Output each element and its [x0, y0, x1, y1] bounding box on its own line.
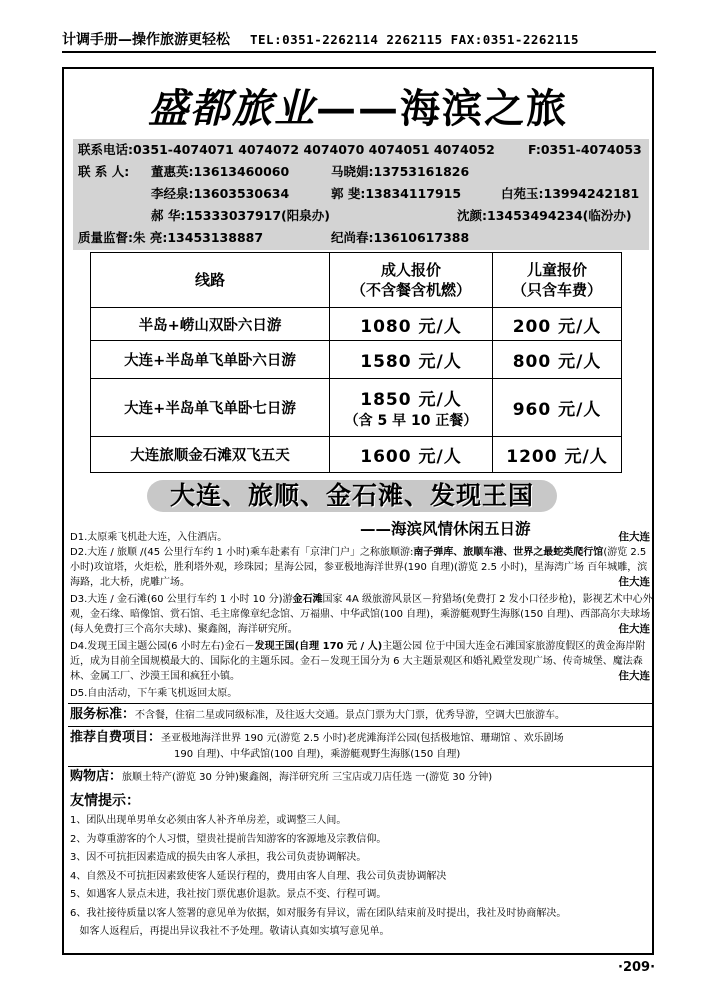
self-pay-items: 推荐自费项目：圣亚极地海洋世界 190 元(游览 2.5 小时)老虎滩海洋公园(包括极地馆、珊瑚馆 、欢乐剧场 190 自理)、中华武馆(100 自理)，乘游艇观野生海豚(150 自理) — [70, 730, 564, 760]
phone-numbers: 0351-4074071 4074072 4074070 4074051 4074052 — [133, 142, 495, 157]
contact-person: 沈颜:13453494234(临汾办) — [457, 208, 632, 223]
title-brand: 盛都旅业 — [148, 85, 316, 132]
contact-person: 董惠英:13613460060 — [151, 164, 290, 179]
route-subtitle: ——海滨风情休闲五日游 — [360, 520, 531, 538]
tip-item: 1、团队出现单男单女必须由客人补齐单房差，或调整三人间。 — [70, 815, 347, 826]
shopping: 购物店：旅顺土特产(游览 30 分钟)聚鑫阁，海洋研究所 三宝店或刀店任选 一(游览 30 分钟) — [70, 769, 493, 784]
header-child: 儿童报价 （只含车费） — [493, 253, 622, 308]
running-header — [62, 29, 656, 53]
tip-item: 3、因不可抗拒因素造成的损失由客人承担，我公司负责协调解决。 — [70, 852, 367, 863]
page-title — [64, 77, 652, 134]
itinerary-day-2: D2.大连 / 旅顺 /(45 公里行车约 1 小时)乘车赴素有「京津门户」之称旅顺游:南子弹库、旅顺车港、世界之最蛇类爬行馆(游览 2.5 小时)攻谊塔，火炬松，胜利塔外观，珍珠园；星海公园，参亚极地海洋世界(190 自理)(游览 2.5 小时)，星海湾广场 百年城雕，滨海路，北大桥，虎雕广场。 住大连 — [70, 547, 650, 588]
route-banner: 大连、旅顺、金石滩、发现王国 — [147, 480, 557, 512]
contact-block — [73, 139, 649, 250]
divider — [68, 766, 654, 767]
tips-title: 友情提示： — [70, 793, 140, 809]
tip-item: 如客人返程后，再提出异议我社不予处理。敬请认真如实填写意见单。 — [70, 926, 390, 937]
page-number: ·209· — [618, 960, 656, 975]
contact-person-label: 联 系 人: — [78, 164, 130, 179]
price-table-header — [91, 253, 622, 308]
tip-item: 2、为尊重游客的个人习惯，望贵社提前告知游客的客源地及宗教信仰。 — [70, 833, 387, 845]
table-row: 半岛+崂山双卧六日游 1080 元/人 200 元/人 — [91, 308, 622, 341]
price-table — [90, 252, 622, 473]
divider — [68, 726, 654, 727]
tip-item: 5、如遇客人景点未进，我社按门票优惠价退款。景点不变、行程可调。 — [70, 889, 387, 900]
quality-supervisor: 质量监督:朱 亮:13453138887 — [78, 230, 264, 245]
header-adult: 成人报价 （不含餐含机燃） — [330, 253, 493, 308]
itinerary-day-5: D5.自由活动，下午乘飞机返回太原。 — [70, 688, 238, 699]
header-slogan: 计调手册—操作旅游更轻松 — [62, 32, 230, 48]
title-name: 海滨之旅 — [400, 85, 568, 132]
table-row: 大连+半岛单飞单卧六日游 1580 元/人 800 元/人 — [91, 341, 622, 379]
header-tel-fax: TEL:0351-2262114 2262115 FAX:0351-2262115 — [250, 32, 580, 47]
stay-label: 住大连 — [618, 623, 650, 635]
divider — [68, 703, 654, 704]
service-standard: 服务标准：不含餐，住宿二星或同级标准，及往返大交通。景点门票为大门票，优秀导游，空调大巴旅游车。 — [70, 707, 566, 722]
contact-fax: F:0351-4074053 — [528, 142, 642, 157]
contact-person: 郝 华:15333037917(阳泉办) — [151, 208, 330, 223]
tip-item: 4、自然及不可抗拒因素致使客人延误行程的，费用由客人自理、我公司负责协调解决 — [70, 870, 447, 882]
contact-person: 白苑玉:13994242181 — [501, 186, 640, 201]
stay-label: 住大连 — [618, 576, 650, 588]
contact-person: 李经泉:13603530634 — [151, 186, 290, 201]
header-route: 线路 — [91, 253, 330, 308]
itinerary-day-1: D1.太原乘飞机赴大连，入住酒店。 住大连 — [70, 531, 650, 543]
contact-phones-row — [78, 139, 495, 161]
itinerary-day-3: D3.大连 / 金石滩(60 公里行车约 1 小时 10 分)游金石滩国家 4A 级旅游风景区－狩猎场(免费打 2 发小口径步枪)，影视艺术中心外观，金石缘、暗像馆、赏石馆、毛主席像章纪念馆、万福鼎、中华武馆(100 自理)，乘游艇观野生海豚(150 自理)、西部高尔夫球场(每人免费打三个高尔夫球)、聚鑫阁，海洋研究所。 住大连 — [70, 594, 653, 635]
contact-person: 纪尚春:13610617388 — [331, 230, 470, 245]
itinerary-day-4: D4.发现王国主题公园(6 小时左右)金石－发现王国(自理 170 元 / 人)主题公园 位于中国大连金石滩国家旅游度假区的黄金海岸附近，成为目前全国规模最大的、国际化的主题乐园。金石－发现王国分为 6 大主题景观区和婚礼殿堂发现广场、传奇城堡、魔法森林、金属工厂、沙漠王国和疯狂小镇。 住大连 — [70, 641, 650, 682]
tips-list — [70, 812, 650, 942]
stay-label: 住大连 — [618, 670, 650, 682]
phone-label: 联系电话: — [78, 142, 133, 157]
tip-item: 6、我社接待质量以客人签署的意见单为依据，如对服务有异议，需在团队结束前及时提出，我社及时协商解决。 — [70, 907, 567, 919]
contact-person: 马晓娟:13753161826 — [331, 164, 470, 179]
contact-person: 郭 斐:13834117915 — [331, 186, 462, 201]
table-row: 大连+半岛单飞单卧七日游 1850 元/人 （含 5 早 10 正餐） 960 元/人 — [91, 379, 622, 437]
stay-label: 住大连 — [618, 531, 650, 543]
table-row: 大连旅顺金石滩双飞五天 1600 元/人 1200 元/人 — [91, 437, 622, 473]
title-dash: —— — [316, 85, 400, 132]
